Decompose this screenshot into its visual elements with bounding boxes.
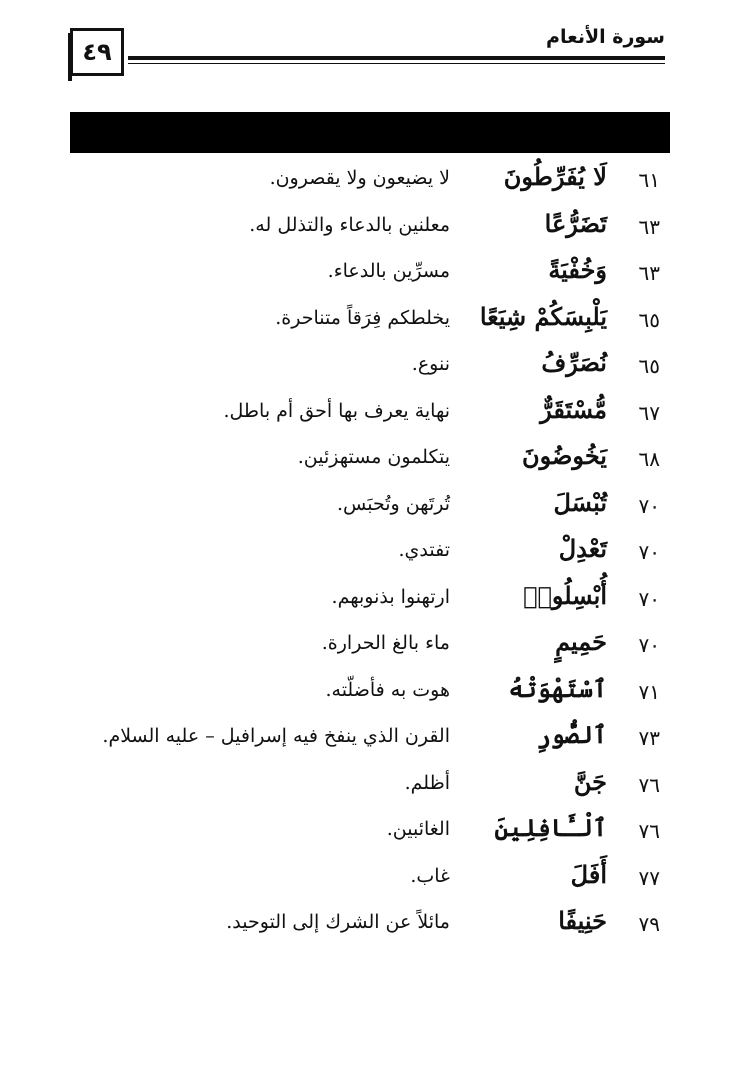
word-meaning: أظلم. (404, 771, 450, 794)
quran-word: يَلْبِسَكُمْ شِيَعًا (479, 301, 607, 331)
quran-word: تُبْسَلَ (553, 487, 607, 517)
list-item (0, 904, 755, 951)
verse-number: ٦١ (638, 168, 660, 192)
quran-word: نُصَرِّفُ (541, 348, 607, 377)
verse-number: ٦٥ (638, 354, 660, 378)
verse-number: ٦٨ (638, 447, 660, 471)
quran-word: ٱلْـَٔافِلِينَ (494, 813, 607, 842)
list-item (0, 160, 755, 207)
quran-word: تَضَرُّعًا (544, 208, 607, 238)
verse-number: ٦٧ (638, 400, 660, 425)
word-meaning: معلنين بالدعاء والتذلل له. (249, 213, 450, 236)
quran-word: جَنَّ (573, 766, 607, 796)
quran-word: وَخُفْيَةً (548, 255, 607, 284)
header-rule-thick (128, 56, 665, 60)
word-meaning: مسرِّين بالدعاء. (327, 260, 450, 282)
quran-word: أَفَلَ (570, 859, 607, 889)
verse-number: ٧٠ (638, 540, 660, 564)
verse-number: ٧٠ (638, 586, 660, 611)
word-meaning: يخلطكم فِرَقاً متناحرة. (275, 306, 450, 329)
word-meaning: غاب. (410, 864, 450, 887)
quran-word: حَنِيفًا (558, 906, 607, 935)
verse-number: ٦٣ (638, 214, 660, 239)
list-item (0, 811, 755, 858)
word-meaning: ماء بالغ الحرارة. (321, 632, 450, 654)
verse-number: ٧٣ (638, 726, 660, 750)
list-item (0, 718, 755, 765)
quran-word: حَمِيمٍ (555, 627, 607, 656)
page-number-box (70, 28, 124, 76)
word-meaning: لا يضيعون ولا يقصرون. (269, 167, 450, 189)
black-banner (70, 112, 670, 153)
verse-number: ٧٦ (638, 772, 660, 797)
page-header (70, 24, 665, 84)
word-meaning: يتكلمون مستهزئين. (297, 446, 450, 468)
verse-number: ٧١ (638, 679, 660, 704)
word-meaning: هوت به فأضلّته. (325, 678, 450, 701)
word-meaning: ننوع. (411, 353, 450, 375)
verse-number: ٧٧ (638, 865, 660, 890)
word-meaning: القرن الذي ينفخ فيه إسرافيل – عليه السلام. (102, 725, 450, 747)
verse-number: ٦٣ (638, 261, 660, 285)
list-item (0, 486, 755, 533)
verse-number: ٧٩ (638, 912, 660, 936)
header-rule-thin (128, 63, 665, 64)
word-meaning: نهاية يعرف بها أحق أم باطل. (223, 399, 450, 422)
verse-number: ٦٥ (638, 307, 660, 332)
list-item (0, 300, 755, 347)
quran-word: يَخُوضُونَ (522, 441, 607, 470)
list-item (0, 579, 755, 626)
list-item (0, 253, 755, 300)
verse-number: ٧٦ (638, 819, 660, 843)
word-meaning: تُرتَهن وتُحبَس. (336, 492, 450, 515)
page-number: ٤٩ (82, 38, 112, 66)
verse-number: ٧٠ (638, 633, 660, 657)
surah-title: سورة الأنعام (546, 26, 665, 48)
vocabulary-list (0, 160, 755, 951)
word-meaning: تفتدي. (398, 539, 450, 561)
word-meaning: الغائبين. (386, 818, 450, 840)
list-item (0, 672, 755, 719)
list-item (0, 393, 755, 440)
list-item (0, 765, 755, 812)
verse-number: ٧٠ (638, 493, 660, 518)
quran-word: أُبْسِلُوا۟ (523, 580, 607, 610)
quran-word: تَعْدِلْ (558, 534, 607, 563)
list-item (0, 858, 755, 905)
word-meaning: ارتهنوا بذنوبهم. (331, 585, 450, 608)
quran-word: ٱسْتَهْوَتْهُ (508, 673, 607, 703)
quran-word: لَا يُفَرِّطُونَ (503, 162, 607, 191)
list-item (0, 532, 755, 579)
list-item (0, 346, 755, 393)
list-item (0, 207, 755, 254)
list-item (0, 439, 755, 486)
quran-word: ٱلصُّورِ (536, 720, 607, 749)
quran-word: مُّسْتَقَرٌّ (540, 394, 607, 424)
list-item (0, 625, 755, 672)
word-meaning: مائلاً عن الشرك إلى التوحيد. (226, 911, 450, 933)
